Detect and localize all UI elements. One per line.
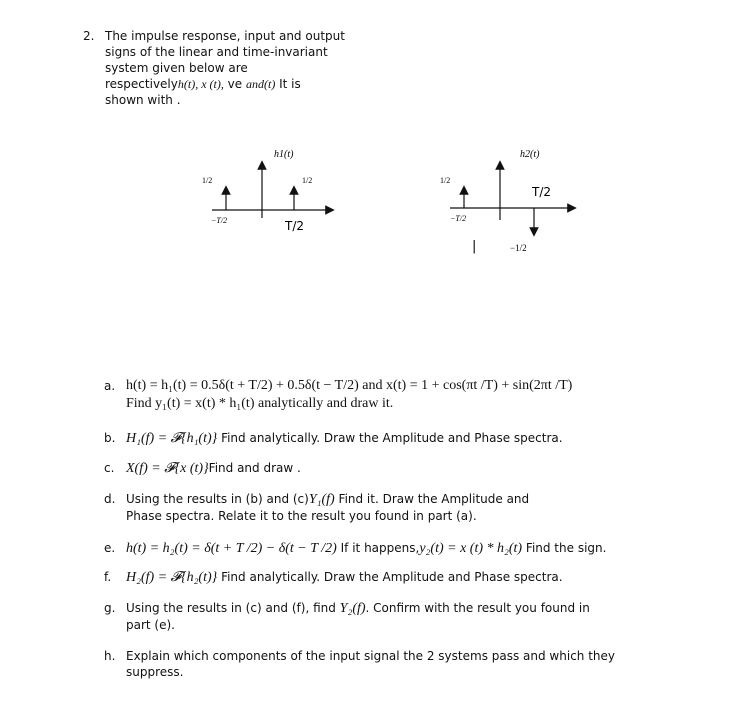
h2-pos-label: T/2 — [532, 185, 552, 199]
statement-line-1: The impulse response, input and output — [105, 29, 345, 43]
h2-title: h2(t) — [520, 149, 540, 160]
plot-h1 — [190, 140, 350, 250]
problem-number: 2. — [83, 29, 95, 43]
h1-right-label: 1/2 — [302, 176, 313, 185]
h1-title: h1(t) — [274, 149, 294, 160]
h2-bar: | — [472, 239, 477, 254]
h1-neg-label: −T/2 — [211, 216, 228, 225]
statement-line-3: system given below are — [105, 61, 248, 75]
h1-left-label: 1/2 — [202, 176, 213, 185]
h2-left-label: 1/2 — [440, 176, 451, 185]
item-a-line2: Find y₁(t) = x(t) * h₁(t) analytically and draw it. — [126, 396, 394, 411]
h1-pos-label: T/2 — [285, 219, 305, 233]
statement-line-2: signs of the linear and time-invariant — [105, 45, 328, 59]
plot-h2 — [430, 140, 590, 260]
statement-line-5: shown with . — [105, 93, 181, 107]
item-a-line1: h(t) = h₁(t) = 0.5δ(t + T/2) + 0.5δ(t − T/2) and x(t) = 1 + cos(πt /T) + sin(2πt /T) — [126, 378, 573, 393]
statement-line-4: respectivelyh(t), x (t), ve and(t) It is — [105, 77, 301, 91]
h2-down-label: −1/2 — [510, 243, 527, 253]
h2-neg-label: −T/2 — [450, 214, 467, 223]
